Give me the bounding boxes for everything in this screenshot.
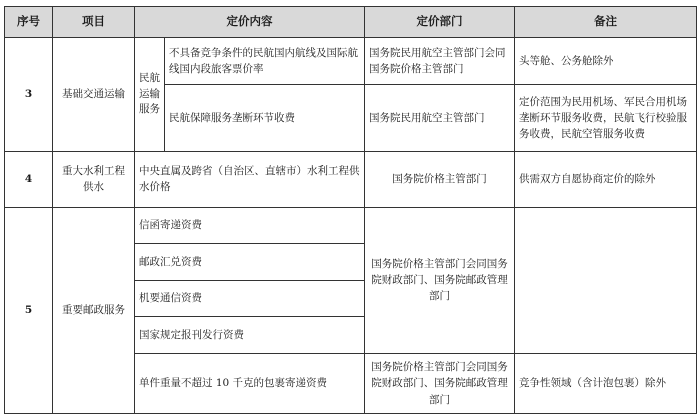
header-cell: 备注: [515, 7, 697, 38]
row-subitem: [135, 38, 165, 152]
dept-cell: 国务院民用航空主管部门: [365, 85, 515, 152]
table-row: [5, 207, 697, 244]
header-row: [5, 7, 697, 38]
row-item: 基础交通运输: [53, 38, 135, 152]
note-cell: 定价范围为民用机场、军民合用机场垄断环节服务收费，民航飞行校验服务收费，民航空管服务收费: [515, 85, 697, 152]
header-cell: 项目: [53, 7, 135, 38]
dept-cell: 国务院民用航空主管部门会同国务院价格主管部门: [365, 38, 515, 85]
row-item: 重大水利工程供水: [53, 151, 135, 207]
row-number: 3: [5, 38, 53, 152]
note-cell: 竞争性领域（含计泡包裹）除外: [515, 353, 697, 413]
table-row: [5, 151, 697, 207]
header-cell: 定价部门: [365, 7, 515, 38]
table-row: [5, 38, 697, 85]
content-cell: 信函寄递资费: [135, 207, 365, 244]
note-cell: 头等舱、公务舱除外: [515, 38, 697, 85]
dept-cell: 国务院价格主管部门会同国务院财政部门、国务院邮政管理部门: [365, 207, 515, 353]
note-cell: [515, 207, 697, 353]
content-cell: 机要通信资费: [135, 280, 365, 317]
pricing-table: [4, 6, 697, 414]
dept-cell: 国务院价格主管部门: [365, 151, 515, 207]
content-cell: 单件重量不超过 10 千克的包裹寄递资费: [135, 353, 365, 413]
row-number: 4: [5, 151, 53, 207]
content-cell: 国家规定报刊发行资费: [135, 317, 365, 354]
content-cell: 中央直属及跨省（自治区、直辖市）水利工程供水价格: [135, 151, 365, 207]
header-cell: 序号: [5, 7, 53, 38]
row-subitem-label: 民航运输服务: [139, 71, 160, 116]
content-cell: 民航保障服务垄断环节收费: [165, 85, 365, 152]
content-cell: 不具备竞争条件的民航国内航线及国际航线国内段旅客票价率: [165, 38, 365, 85]
dept-cell: 国务院价格主管部门会同国务院财政部门、国务院邮政管理部门: [365, 353, 515, 413]
header-cell: 定价内容: [135, 7, 365, 38]
row-item: 重要邮政服务: [53, 207, 135, 413]
row-number: 5: [5, 207, 53, 413]
content-cell: 邮政汇兑资费: [135, 244, 365, 281]
note-cell: 供需双方自愿协商定价的除外: [515, 151, 697, 207]
